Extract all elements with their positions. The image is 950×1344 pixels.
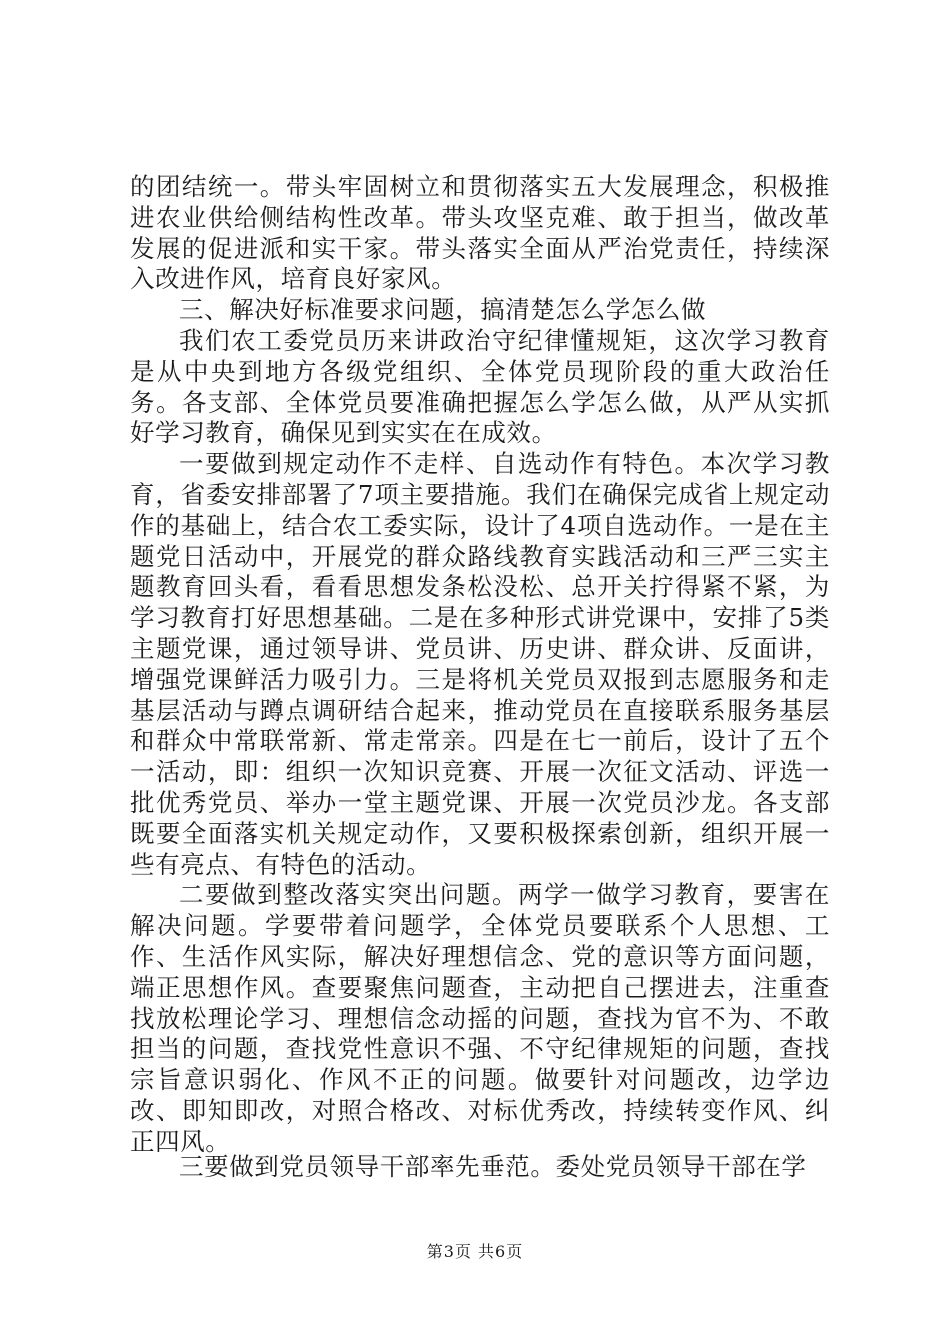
body-text (130, 172, 830, 1158)
paragraph-continuation: 的团结统一。带头牢固树立和贯彻落实五大发展理念，积极推进农业供给侧结构性改革。带头攻坚克难、敢于担当，做改革发展的促进派和实干家。带头落实全面从严治党责任，持续深入改进作风，培育良好家风。 (130, 172, 830, 294)
body-text-continued (130, 1152, 830, 1183)
paragraph: 三要做到党员领导干部率先垂范。委处党员领导干部在学 (179, 1152, 807, 1181)
section-heading: 三、解决好标准要求问题，搞清楚怎么学怎么做 (179, 295, 707, 325)
paragraph: 二要做到整改落实突出问题。两学一做学习教育，要害在解决问题。学要带着问题学，全体党员要联系个人思想、工作、生活作风实际，解决好理想信念、党的意识等方面问题，端正思想作风。查要聚焦问题查，主动把自己摆进去，注重查找放松理论学习、理想信念动摇的问题，查找为官不为、不敢担当的问题，查找党性意识不强、不守纪律规矩的问题，查找宗旨意识弱化、作风不正的问题。做要针对问题改，边学边改、即知即改，对照合格改、对标优秀改，持续转变作风、纠正四风。 (130, 880, 830, 1156)
paragraph: 一要做到规定动作不走样、自选动作有特色。本次学习教育，省委安排部署了7项主要措施。我们在确保完成省上规定动作的基础上，结合农工委实际，设计了4项自选动作。一是在主题党日活动中，开展党的群众路线教育实践活动和三严三实主题教育回头看，看看思想发条松没松、总开关拧得紧不紧，为学习教育打好思想基础。二是在多种形式讲党课中，安排了5类主题党课，通过领导讲、党员讲、历史讲、群众讲、反面讲，增强党课鲜活力吸引力。三是将机关党员双报到志愿服务和走基层活动与蹲点调研结合起来，推动党员在直接联系服务基层和群众中常联常新、常走常亲。四是在七一前后，设计了五个一活动，即：组织一次知识竞赛、开展一次征文活动、评选一批优秀党员、举办一堂主题党课、开展一次党员沙龙。各支部既要全面落实机关规定动作，又要积极探索创新，组织开展一些有亮点、有特色的活动。 (130, 449, 830, 879)
page-number: 第3页 共6页 (426, 1242, 524, 1261)
paragraph: 我们农工委党员历来讲政治守纪律懂规矩，这次学习教育是从中央到地方各级党组织、全体党员现阶段的重大政治任务。各支部、全体党员要准确把握怎么学怎么做，从严从实抓好学习教育，确保见到实实在在成效。 (130, 325, 830, 448)
